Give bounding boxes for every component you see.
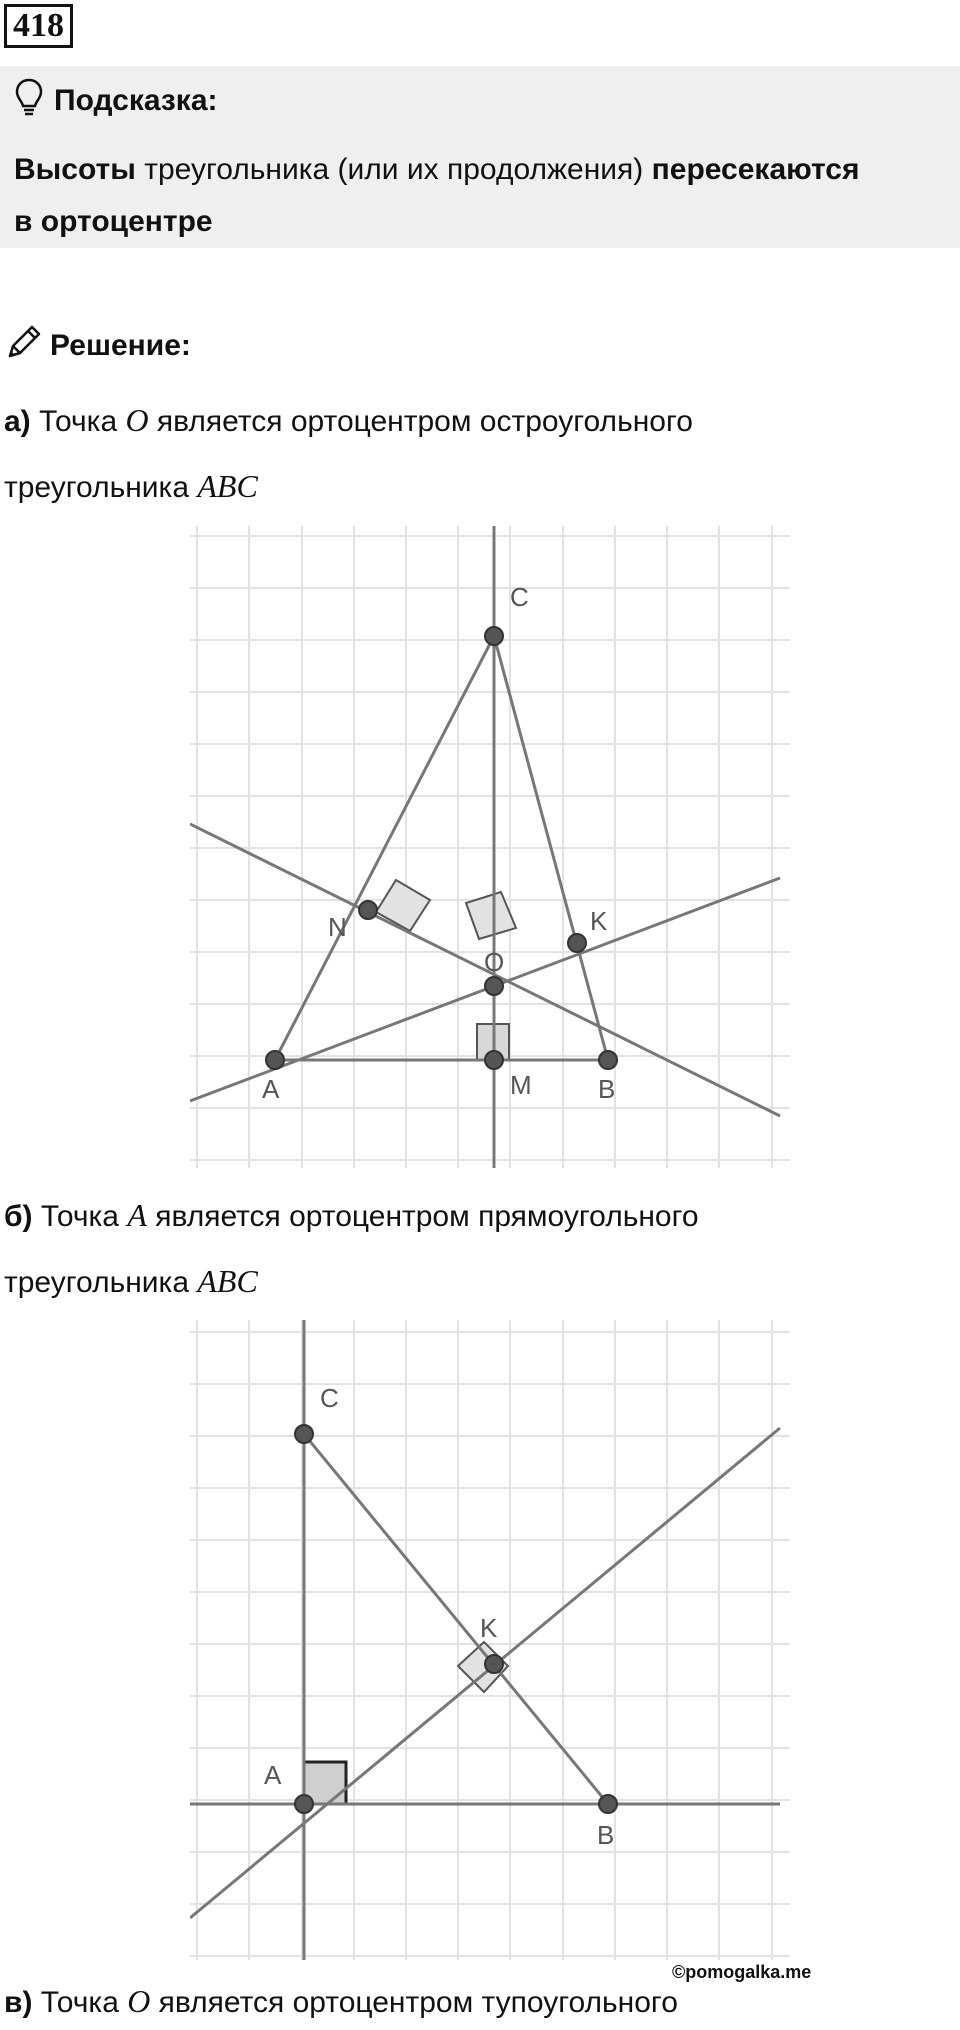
lightbulb-icon xyxy=(14,77,44,125)
hint-bold-heights: Высоты xyxy=(14,153,136,186)
label-c: C xyxy=(320,1383,339,1413)
point-k xyxy=(568,934,586,952)
pencil-icon xyxy=(4,322,44,370)
label-m: M xyxy=(510,1070,532,1100)
point-c xyxy=(295,1425,313,1443)
label-n: N xyxy=(328,912,347,942)
label-a: A xyxy=(264,1760,282,1790)
part-b-line2-text: треугольника xyxy=(4,1266,198,1299)
label-k: K xyxy=(480,1613,498,1643)
hint-bold-orthocenter: в ортоцентре xyxy=(14,205,213,238)
hint-bold-intersect: пересекаются xyxy=(651,153,860,186)
point-a xyxy=(266,1051,284,1069)
hint-header xyxy=(14,76,218,126)
label-b: B xyxy=(597,1820,615,1850)
point-m xyxy=(485,1051,503,1069)
part-a-line2-text: треугольника xyxy=(4,471,198,504)
part-c-text-after: является ортоцентром тупоугольного xyxy=(150,1986,678,2019)
part-b-line1 xyxy=(4,1180,699,1252)
part-c-line1 xyxy=(4,1974,678,2030)
label-o: O xyxy=(484,947,505,977)
point-a xyxy=(295,1795,313,1813)
hint-box xyxy=(0,66,960,248)
grid xyxy=(190,526,790,1168)
point-o xyxy=(485,977,503,995)
part-c-point: O xyxy=(127,1983,151,2019)
part-b-label: б) xyxy=(4,1200,33,1233)
part-b-point: A xyxy=(127,1197,147,1233)
point-b xyxy=(599,1051,617,1069)
point-b xyxy=(599,1795,617,1813)
label-a: A xyxy=(262,1074,280,1104)
part-b-text-before: Точка xyxy=(32,1200,128,1233)
point-n xyxy=(359,901,377,919)
part-a-triangle: ABC xyxy=(197,468,258,504)
label-k: K xyxy=(590,906,608,936)
part-b-line2 xyxy=(4,1246,258,1318)
label-b: B xyxy=(598,1074,616,1104)
copyright: ©pomogalka.me xyxy=(672,1962,812,1982)
part-a-text-before: Точка xyxy=(30,405,126,438)
part-c-text-before: Точка xyxy=(32,1986,128,2019)
part-b-triangle: ABC xyxy=(197,1263,258,1299)
right-angle-n xyxy=(376,880,430,931)
hint-text xyxy=(14,144,954,248)
label-c: C xyxy=(510,582,529,612)
part-a-text-after: является ортоцентром остроугольного xyxy=(148,405,693,438)
part-a-point: O xyxy=(125,402,149,438)
part-a-label: а) xyxy=(4,405,31,438)
part-a-line2 xyxy=(4,451,258,523)
figure-right-triangle xyxy=(190,1320,790,1960)
part-a-line1 xyxy=(4,385,693,457)
solution-header xyxy=(4,320,191,372)
figure-acute-triangle xyxy=(190,526,790,1168)
hint-normal-text: треугольника (или их продолжения) xyxy=(135,153,652,186)
point-k xyxy=(485,1655,503,1673)
part-b-text-after: является ортоцентром прямоугольного xyxy=(146,1200,699,1233)
problem-number: 418 xyxy=(4,4,73,48)
point-c xyxy=(485,627,503,645)
solution-title: Решение: xyxy=(50,329,191,362)
part-c-label: в) xyxy=(4,1986,33,2019)
hint-title: Подсказка: xyxy=(54,84,218,117)
